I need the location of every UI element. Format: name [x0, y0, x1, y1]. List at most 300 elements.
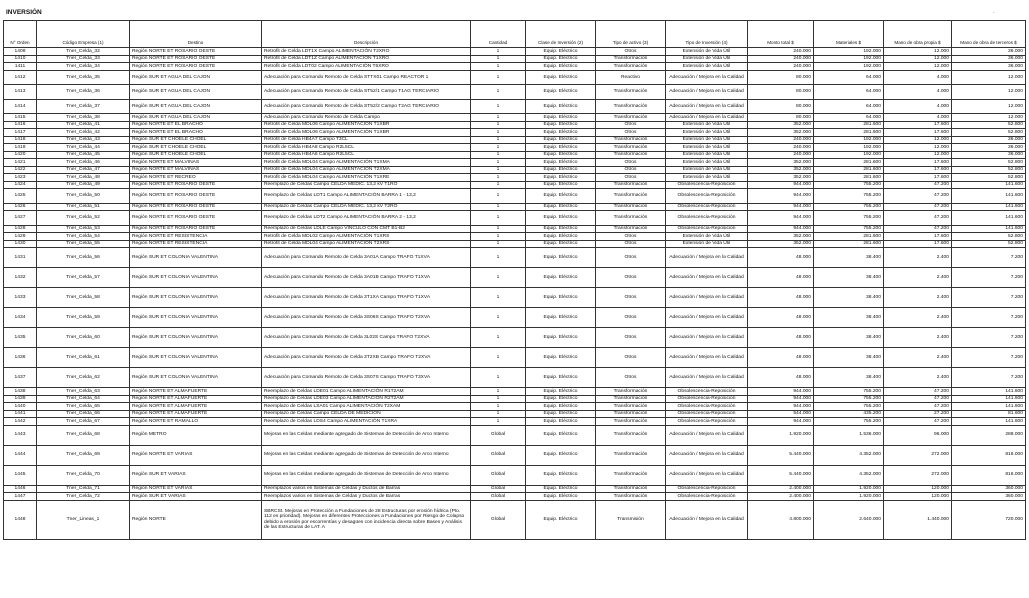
cell-materials: 64.000: [814, 114, 884, 122]
cell-description: Adecuación para Comando Remoto de Celda 3T1XA Campo TRAFO T1XVA: [262, 288, 471, 308]
cell-description: Adecuación para Comando Remoto de Celda Campo: [262, 114, 471, 122]
cell-company-code: Tner_Celda_52: [37, 211, 130, 226]
cell-order-number: 1438: [4, 388, 37, 396]
cell-own-labor: 2.400: [884, 328, 952, 348]
cell-investment-class: Equip. Eléctrico: [526, 129, 596, 137]
cell-third-party-labor: 7.200: [952, 268, 1026, 288]
cell-quantity: 1: [471, 388, 526, 396]
cell-asset-type: Transformación: [596, 55, 666, 63]
cell-third-party-labor: 141.600: [952, 225, 1026, 233]
cell-order-number: 1410: [4, 55, 37, 63]
cell-order-number: 1442: [4, 418, 37, 426]
cell-third-party-labor: 52.800: [952, 159, 1026, 167]
cell-own-labor: 27.200: [884, 410, 952, 418]
cell-destination: Región SUR ET AGUA DEL CAJON: [130, 99, 262, 114]
cell-investment-type: Extensión de Vida Útil: [666, 240, 748, 248]
cell-materials: 38.400: [814, 368, 884, 388]
cell-destination: Región NORTE ET MALVINAS: [130, 166, 262, 174]
header-order-number: N° Orden: [4, 21, 37, 48]
cell-investment-class: Equip. Eléctrico: [526, 410, 596, 418]
cell-order-number: 1413: [4, 85, 37, 100]
cell-materials: 755.200: [814, 181, 884, 189]
cell-quantity: 1: [471, 410, 526, 418]
cell-company-code: Tner_Lineas_1: [37, 500, 130, 539]
cell-own-labor: 17.600: [884, 240, 952, 248]
cell-asset-type: Transformación: [596, 418, 666, 426]
cell-materials: 192.000: [814, 151, 884, 159]
cell-asset-type: Transformación: [596, 225, 666, 233]
investment-table: [3, 20, 1026, 540]
cell-total-amount: 80.000: [748, 70, 814, 85]
cell-own-labor: 17.600: [884, 233, 952, 241]
cell-third-party-labor: 141.600: [952, 418, 1026, 426]
cell-company-code: Tner_Celda_72: [37, 493, 130, 501]
cell-total-amount: 544.000: [748, 410, 814, 418]
table-row: [4, 136, 1026, 144]
cell-destination: Región NORTE ET ROSARIO OESTE: [130, 63, 262, 71]
cell-quantity: 1: [471, 151, 526, 159]
table-row: [4, 328, 1026, 348]
cell-total-amount: 944.000: [748, 395, 814, 403]
cell-destination: Región SUR ET COLONIA VALENTINA: [130, 288, 262, 308]
cell-asset-type: Transformación: [596, 136, 666, 144]
cell-quantity: 1: [471, 136, 526, 144]
cell-own-labor: 17.600: [884, 174, 952, 182]
cell-own-labor: 2.400: [884, 348, 952, 368]
cell-description: Retrofit de Celda MDL04 Campo ALIMENTACIÓN T1XMA: [262, 159, 471, 167]
cell-own-labor: 12.000: [884, 48, 952, 56]
cell-materials: 281.600: [814, 159, 884, 167]
cell-investment-class: Equip. Eléctrico: [526, 268, 596, 288]
cell-third-party-labor: 360.000: [952, 485, 1026, 493]
cell-materials: 192.000: [814, 63, 884, 71]
cell-third-party-labor: 52.800: [952, 174, 1026, 182]
cell-materials: 192.000: [814, 48, 884, 56]
cell-quantity: 1: [471, 166, 526, 174]
cell-investment-type: Obsolescencia-Reposición: [666, 388, 748, 396]
cell-investment-type: Adecuación / Mejora en la Calidad: [666, 70, 748, 85]
cell-description: Retrofit de Celda HB4A7 Campo T3CL: [262, 136, 471, 144]
cell-third-party-labor: 141.600: [952, 181, 1026, 189]
cell-asset-type: Transformación: [596, 151, 666, 159]
cell-materials: 755.200: [814, 189, 884, 204]
cell-investment-type: Obsolescencia-Reposición: [666, 395, 748, 403]
table-row: [4, 240, 1026, 248]
cell-own-labor: 47.200: [884, 418, 952, 426]
cell-order-number: 1415: [4, 114, 37, 122]
cell-materials: 64.000: [814, 99, 884, 114]
table-row: [4, 500, 1026, 539]
cell-order-number: 1411: [4, 63, 37, 71]
cell-quantity: Global: [471, 425, 526, 445]
cell-total-amount: 944.000: [748, 211, 814, 226]
cell-materials: 38.400: [814, 328, 884, 348]
cell-total-amount: 48.000: [748, 328, 814, 348]
cell-order-number: 1414: [4, 99, 37, 114]
table-row: [4, 410, 1026, 418]
cell-asset-type: Transformación: [596, 114, 666, 122]
cell-third-party-labor: 141.600: [952, 395, 1026, 403]
cell-quantity: 1: [471, 70, 526, 85]
cell-investment-type: Obsolescencia-Reposición: [666, 485, 748, 493]
cell-company-code: Tner_Celda_63: [37, 388, 130, 396]
cell-order-number: 1424: [4, 181, 37, 189]
cell-description: Reemplazo de Celdas LSA01 Campo ALIMENTACIÓN T2XAM: [262, 403, 471, 411]
cell-description: Adecuación para Comando Remoto de Celda 3A01B Campo TRAFO T1XVA: [262, 268, 471, 288]
cell-materials: 755.200: [814, 403, 884, 411]
cell-company-code: Tner_Celda_45: [37, 151, 130, 159]
table-row: [4, 166, 1026, 174]
cell-company-code: Tner_Celda_68: [37, 425, 130, 445]
table-row: [4, 63, 1026, 71]
table-row: [4, 465, 1026, 485]
cell-description: Reemplazos varios en Sistemas de Celdas y Ductos de Barras: [262, 493, 471, 501]
cell-quantity: 1: [471, 368, 526, 388]
cell-quantity: 1: [471, 48, 526, 56]
cell-quantity: 1: [471, 189, 526, 204]
cell-quantity: 1: [471, 328, 526, 348]
cell-order-number: 1434: [4, 308, 37, 328]
cell-third-party-labor: 360.000: [952, 493, 1026, 501]
cell-destination: Región NORTE: [130, 500, 262, 539]
cell-investment-class: Equip. Eléctrico: [526, 166, 596, 174]
cell-order-number: 1418: [4, 136, 37, 144]
cell-order-number: 1436: [4, 348, 37, 368]
cell-asset-type: Otros: [596, 348, 666, 368]
cell-investment-class: Equip. Eléctrico: [526, 144, 596, 152]
cell-total-amount: 240.000: [748, 144, 814, 152]
cell-materials: 755.200: [814, 418, 884, 426]
cell-investment-class: Equip. Eléctrico: [526, 248, 596, 268]
cell-investment-type: Obsolescencia-Reposición: [666, 410, 748, 418]
cell-description: Reemplazo de Celdas Campo CELDA MEDIC. 13,2 kV T1RO: [262, 181, 471, 189]
cell-investment-type: Extensión de Vida Útil: [666, 159, 748, 167]
cell-order-number: 1427: [4, 211, 37, 226]
cell-investment-type: Extensión de Vida Útil: [666, 63, 748, 71]
cell-description: Mejoras en las Celdas mediante agregado de Sistemas de Detección de Arco Interno: [262, 445, 471, 465]
cell-investment-type: Adecuación / Mejora en la Calidad: [666, 425, 748, 445]
cell-investment-class: Equip. Eléctrico: [526, 136, 596, 144]
cell-description: Adecuación para Comando Remoto de Celda 3S06S Campo TRAFO T2XVA: [262, 308, 471, 328]
header-third-party-labor: Mano de obra de terceros $: [952, 21, 1026, 48]
cell-third-party-labor: 141.600: [952, 403, 1026, 411]
table-row: [4, 403, 1026, 411]
cell-asset-type: Transformación: [596, 425, 666, 445]
cell-investment-class: Equip. Eléctrico: [526, 174, 596, 182]
cell-third-party-labor: 816.000: [952, 445, 1026, 465]
table-row: [4, 144, 1026, 152]
cell-materials: 281.600: [814, 174, 884, 182]
cell-quantity: Global: [471, 493, 526, 501]
cell-quantity: Global: [471, 500, 526, 539]
cell-quantity: 1: [471, 159, 526, 167]
table-row: [4, 114, 1026, 122]
cell-company-code: Tner_Celda_64: [37, 395, 130, 403]
header-total-amount: Monto total $: [748, 21, 814, 48]
cell-asset-type: Otros: [596, 288, 666, 308]
cell-order-number: 1416: [4, 121, 37, 129]
cell-quantity: 1: [471, 348, 526, 368]
cell-materials: 281.600: [814, 166, 884, 174]
cell-total-amount: 352.000: [748, 233, 814, 241]
cell-materials: 38.400: [814, 268, 884, 288]
cell-order-number: 1439: [4, 395, 37, 403]
cell-quantity: 1: [471, 418, 526, 426]
cell-quantity: 1: [471, 85, 526, 100]
cell-total-amount: 48.000: [748, 248, 814, 268]
cell-materials: 755.200: [814, 225, 884, 233]
cell-destination: Región NORTE ET RESISTENCIA: [130, 233, 262, 241]
cell-total-amount: 352.000: [748, 121, 814, 129]
cell-investment-class: Equip. Eléctrico: [526, 114, 596, 122]
cell-quantity: 1: [471, 174, 526, 182]
cell-total-amount: 48.000: [748, 288, 814, 308]
cell-total-amount: 240.000: [748, 55, 814, 63]
page-title: INVERSIÓN: [6, 9, 42, 16]
cell-investment-class: Equip. Eléctrico: [526, 55, 596, 63]
cell-materials: 281.600: [814, 240, 884, 248]
cell-asset-type: Transformación: [596, 189, 666, 204]
cell-quantity: 1: [471, 55, 526, 63]
cell-asset-type: Reactivo: [596, 70, 666, 85]
cell-company-code: Tner_Celda_71: [37, 485, 130, 493]
cell-destination: Región NORTE ET MALVINAS: [130, 159, 262, 167]
cell-order-number: 1446: [4, 485, 37, 493]
cell-asset-type: Transformación: [596, 465, 666, 485]
cell-own-labor: 272.000: [884, 465, 952, 485]
cell-total-amount: 352.000: [748, 240, 814, 248]
cell-quantity: 1: [471, 121, 526, 129]
cell-total-amount: 944.000: [748, 189, 814, 204]
cell-own-labor: 12.000: [884, 63, 952, 71]
cell-order-number: 1445: [4, 465, 37, 485]
cell-investment-type: Adecuación / Mejora en la Calidad: [666, 288, 748, 308]
cell-order-number: 1441: [4, 410, 37, 418]
cell-company-code: Tner_Celda_36: [37, 85, 130, 100]
cell-total-amount: 944.000: [748, 388, 814, 396]
cell-own-labor: 12.000: [884, 55, 952, 63]
cell-investment-class: Equip. Eléctrico: [526, 233, 596, 241]
cell-company-code: Tner_Celda_58: [37, 288, 130, 308]
cell-investment-class: Equip. Eléctrico: [526, 288, 596, 308]
cell-asset-type: Transformación: [596, 99, 666, 114]
cell-asset-type: Transformación: [596, 388, 666, 396]
cell-investment-class: Equip. Eléctrico: [526, 445, 596, 465]
cell-investment-type: Obsolescencia-Reposición: [666, 203, 748, 211]
cell-order-number: 1432: [4, 268, 37, 288]
cell-company-code: Tner_Celda_32: [37, 48, 130, 56]
header-own-labor: Mano de obra propia $: [884, 21, 952, 48]
cell-asset-type: Otros: [596, 308, 666, 328]
cell-investment-type: Obsolescencia-Reposición: [666, 189, 748, 204]
cell-total-amount: 80.000: [748, 85, 814, 100]
cell-order-number: 1443: [4, 425, 37, 445]
cell-order-number: 1429: [4, 233, 37, 241]
cell-company-code: Tner_Celda_60: [37, 328, 130, 348]
cell-destination: Región METRO: [130, 425, 262, 445]
cell-investment-class: Equip. Eléctrico: [526, 121, 596, 129]
cell-materials: 281.600: [814, 233, 884, 241]
cell-description: Reemplazo de Celdas LDT1 Campo ALIMENTACIÓN BARRA 1 - 13,2: [262, 189, 471, 204]
cell-third-party-labor: 36.000: [952, 48, 1026, 56]
cell-materials: 38.400: [814, 348, 884, 368]
cell-order-number: 1421: [4, 159, 37, 167]
cell-destination: Región SUR ET COLONIA VALENTINA: [130, 348, 262, 368]
cell-materials: 4.352.000: [814, 465, 884, 485]
cell-description: Adecuación para Comando Remoto de Celda 3S07S Campo TRAFO T3XVA: [262, 368, 471, 388]
cell-investment-type: Extensión de Vida Útil: [666, 129, 748, 137]
cell-order-number: 1419: [4, 144, 37, 152]
cell-total-amount: 944.000: [748, 403, 814, 411]
cell-investment-class: Equip. Eléctrico: [526, 159, 596, 167]
cell-total-amount: 48.000: [748, 308, 814, 328]
table-row: [4, 121, 1026, 129]
cell-order-number: 1428: [4, 225, 37, 233]
cell-materials: 38.400: [814, 308, 884, 328]
table-row: [4, 268, 1026, 288]
table-row: [4, 189, 1026, 204]
cell-own-labor: 47.200: [884, 395, 952, 403]
cell-third-party-labor: 12.000: [952, 99, 1026, 114]
cell-company-code: Tner_Celda_56: [37, 248, 130, 268]
cell-third-party-labor: 7.200: [952, 248, 1026, 268]
table-body: [4, 48, 1026, 540]
cell-company-code: Tner_Celda_49: [37, 181, 130, 189]
cell-materials: 2.640.000: [814, 500, 884, 539]
cell-own-labor: 47.200: [884, 388, 952, 396]
cell-own-labor: 4.000: [884, 99, 952, 114]
cell-destination: Región NORTE ET ROSARIO OESTE: [130, 189, 262, 204]
cell-destination: Región NORTE ET ALMAFUERTE: [130, 388, 262, 396]
cell-destination: Región SUR ET COLONIA VALENTINA: [130, 328, 262, 348]
cell-asset-type: Otros: [596, 166, 666, 174]
cell-description: Reemplazo de Celdas LDLE Campo VÍNCULO CON CMT B1-B2: [262, 225, 471, 233]
cell-asset-type: Transformación: [596, 493, 666, 501]
cell-company-code: Tner_Celda_67: [37, 418, 130, 426]
cell-third-party-labor: 141.600: [952, 189, 1026, 204]
cell-own-labor: 47.200: [884, 203, 952, 211]
cell-total-amount: 80.000: [748, 99, 814, 114]
cell-total-amount: 5.440.000: [748, 445, 814, 465]
cell-company-code: Tner_Celda_43: [37, 136, 130, 144]
cell-own-labor: 2.400: [884, 268, 952, 288]
cell-investment-class: Equip. Eléctrico: [526, 48, 596, 56]
cell-company-code: Tner_Celda_57: [37, 268, 130, 288]
cell-third-party-labor: 36.000: [952, 136, 1026, 144]
table-row: [4, 203, 1026, 211]
cell-investment-class: Equip. Eléctrico: [526, 395, 596, 403]
cell-total-amount: 240.000: [748, 151, 814, 159]
cell-destination: Región NORTE ET EL BRACHO: [130, 129, 262, 137]
cell-investment-type: Extensión de Vida Útil: [666, 121, 748, 129]
cell-investment-type: Adecuación / Mejora en la Calidad: [666, 99, 748, 114]
table-row: [4, 174, 1026, 182]
cell-investment-type: Extensión de Vida Útil: [666, 233, 748, 241]
cell-order-number: 1430: [4, 240, 37, 248]
cell-quantity: 1: [471, 403, 526, 411]
cell-own-labor: 2.400: [884, 368, 952, 388]
cell-quantity: 1: [471, 211, 526, 226]
cell-own-labor: 47.200: [884, 181, 952, 189]
table-row: [4, 99, 1026, 114]
cell-asset-type: Otros: [596, 233, 666, 241]
cell-materials: 192.000: [814, 55, 884, 63]
cell-description: Retrofit de Celda HB4A6 Campo R2L5CL: [262, 151, 471, 159]
cell-total-amount: 4.800.000: [748, 500, 814, 539]
cell-order-number: 1423: [4, 174, 37, 182]
cell-quantity: 1: [471, 308, 526, 328]
cell-investment-type: Adecuación / Mejora en la Calidad: [666, 465, 748, 485]
header-description: Descripción: [262, 21, 471, 48]
table-row: [4, 248, 1026, 268]
table-row: [4, 493, 1026, 501]
cell-total-amount: 5.440.000: [748, 465, 814, 485]
cell-total-amount: 944.000: [748, 203, 814, 211]
cell-company-code: Tner_Celda_34: [37, 63, 130, 71]
cell-investment-type: Extensión de Vida Útil: [666, 151, 748, 159]
cell-asset-type: Otros: [596, 248, 666, 268]
cell-investment-class: Equip. Eléctrico: [526, 493, 596, 501]
cell-destination: Región NORTE ET ROSARIO OESTE: [130, 55, 262, 63]
table-row: [4, 445, 1026, 465]
cell-company-code: Tner_Celda_33: [37, 55, 130, 63]
cell-asset-type: Transmisión: [596, 500, 666, 539]
cell-destination: Región NORTE ET RESISTENCIA: [130, 240, 262, 248]
cell-destination: Región SUR ET AGUA DEL CAJON: [130, 70, 262, 85]
table-row: [4, 48, 1026, 56]
table-row: [4, 225, 1026, 233]
cell-order-number: 1412: [4, 70, 37, 85]
cell-destination: Región SUR ET COLONIA VALENTINA: [130, 248, 262, 268]
cell-destination: Región NORTE ET VARIAS: [130, 445, 262, 465]
cell-materials: 281.600: [814, 121, 884, 129]
header-company-code: Código Empresa (1): [37, 21, 130, 48]
cell-destination: Región SUR ET VARIAS: [130, 465, 262, 485]
cell-investment-class: Equip. Eléctrico: [526, 368, 596, 388]
table-row: [4, 288, 1026, 308]
cell-materials: 1.536.000: [814, 425, 884, 445]
cell-description: Retrofit de Celda LDT1X Campo ALIMENTACIÓN T2XRO: [262, 48, 471, 56]
cell-quantity: 1: [471, 240, 526, 248]
cell-investment-class: Equip. Eléctrico: [526, 63, 596, 71]
cell-materials: 64.000: [814, 70, 884, 85]
cell-quantity: 1: [471, 268, 526, 288]
cell-investment-type: Adecuación / Mejora en la Calidad: [666, 328, 748, 348]
cell-investment-type: Obsolescencia-Reposición: [666, 418, 748, 426]
cell-materials: 281.600: [814, 129, 884, 137]
cell-materials: 38.400: [814, 248, 884, 268]
cell-destination: Región SUR ET COLONIA VALENTINA: [130, 308, 262, 328]
cell-materials: 4.352.000: [814, 445, 884, 465]
cell-destination: Región SUR ET CHOELE CHOEL: [130, 136, 262, 144]
cell-quantity: 1: [471, 129, 526, 137]
cell-investment-class: Equip. Eléctrico: [526, 189, 596, 204]
cell-company-code: Tner_Celda_53: [37, 225, 130, 233]
cell-asset-type: Transformación: [596, 144, 666, 152]
table-row: [4, 368, 1026, 388]
cell-own-labor: 17.600: [884, 159, 952, 167]
cell-total-amount: 944.000: [748, 225, 814, 233]
table-row: [4, 55, 1026, 63]
cell-quantity: 1: [471, 63, 526, 71]
cell-quantity: 1: [471, 181, 526, 189]
cell-own-labor: 2.400: [884, 308, 952, 328]
cell-own-labor: 47.200: [884, 225, 952, 233]
cell-own-labor: 12.000: [884, 136, 952, 144]
table-row: [4, 485, 1026, 493]
cell-materials: 755.200: [814, 203, 884, 211]
cell-asset-type: Transformación: [596, 203, 666, 211]
